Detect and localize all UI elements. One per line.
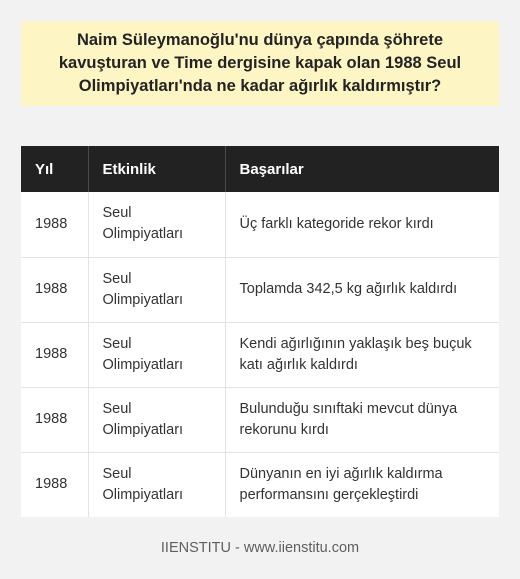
cell-achievement: Üç farklı kategoride rekor kırdı xyxy=(225,192,499,257)
cell-achievement: Kendi ağırlığının yaklaşık beş buçuk katı ağırlık kaldırdı xyxy=(225,322,499,387)
achievements-table xyxy=(21,146,499,517)
table-row xyxy=(21,257,499,322)
question-box xyxy=(21,21,499,106)
table-row xyxy=(21,192,499,257)
cell-event: Seul Olimpiyatları xyxy=(88,452,225,517)
cell-year: 1988 xyxy=(21,192,88,257)
footer-credit: IIENSTITU - www.iienstitu.com xyxy=(160,540,360,556)
cell-year: 1988 xyxy=(21,257,88,322)
cell-achievement: Bulunduğu sınıftaki mevcut dünya rekorunu kırdı xyxy=(225,387,499,452)
cell-year: 1988 xyxy=(21,387,88,452)
table-row xyxy=(21,322,499,387)
cell-year: 1988 xyxy=(21,322,88,387)
header-year: Yıl xyxy=(21,146,88,192)
cell-event: Seul Olimpiyatları xyxy=(88,257,225,322)
cell-achievement: Toplamda 342,5 kg ağırlık kaldırdı xyxy=(225,257,499,322)
cell-event: Seul Olimpiyatları xyxy=(88,322,225,387)
cell-year: 1988 xyxy=(21,452,88,517)
table-header-row xyxy=(21,146,499,192)
header-event: Etkinlik xyxy=(88,146,225,192)
cell-event: Seul Olimpiyatları xyxy=(88,387,225,452)
table-row xyxy=(21,387,499,452)
table-row xyxy=(21,452,499,517)
header-achievements: Başarılar xyxy=(225,146,499,192)
question-title: Naim Süleymanoğlu'nu dünya çapında şöhrete kavuşturan ve Time dergisine kapak olan 1988 Seul Olimpiyatları'nda ne kadar ağırlık kaldırmıştır? xyxy=(58,31,462,95)
cell-achievement: Dünyanın en iyi ağırlık kaldırma performansını gerçekleştirdi xyxy=(225,452,499,517)
cell-event: Seul Olimpiyatları xyxy=(88,192,225,257)
